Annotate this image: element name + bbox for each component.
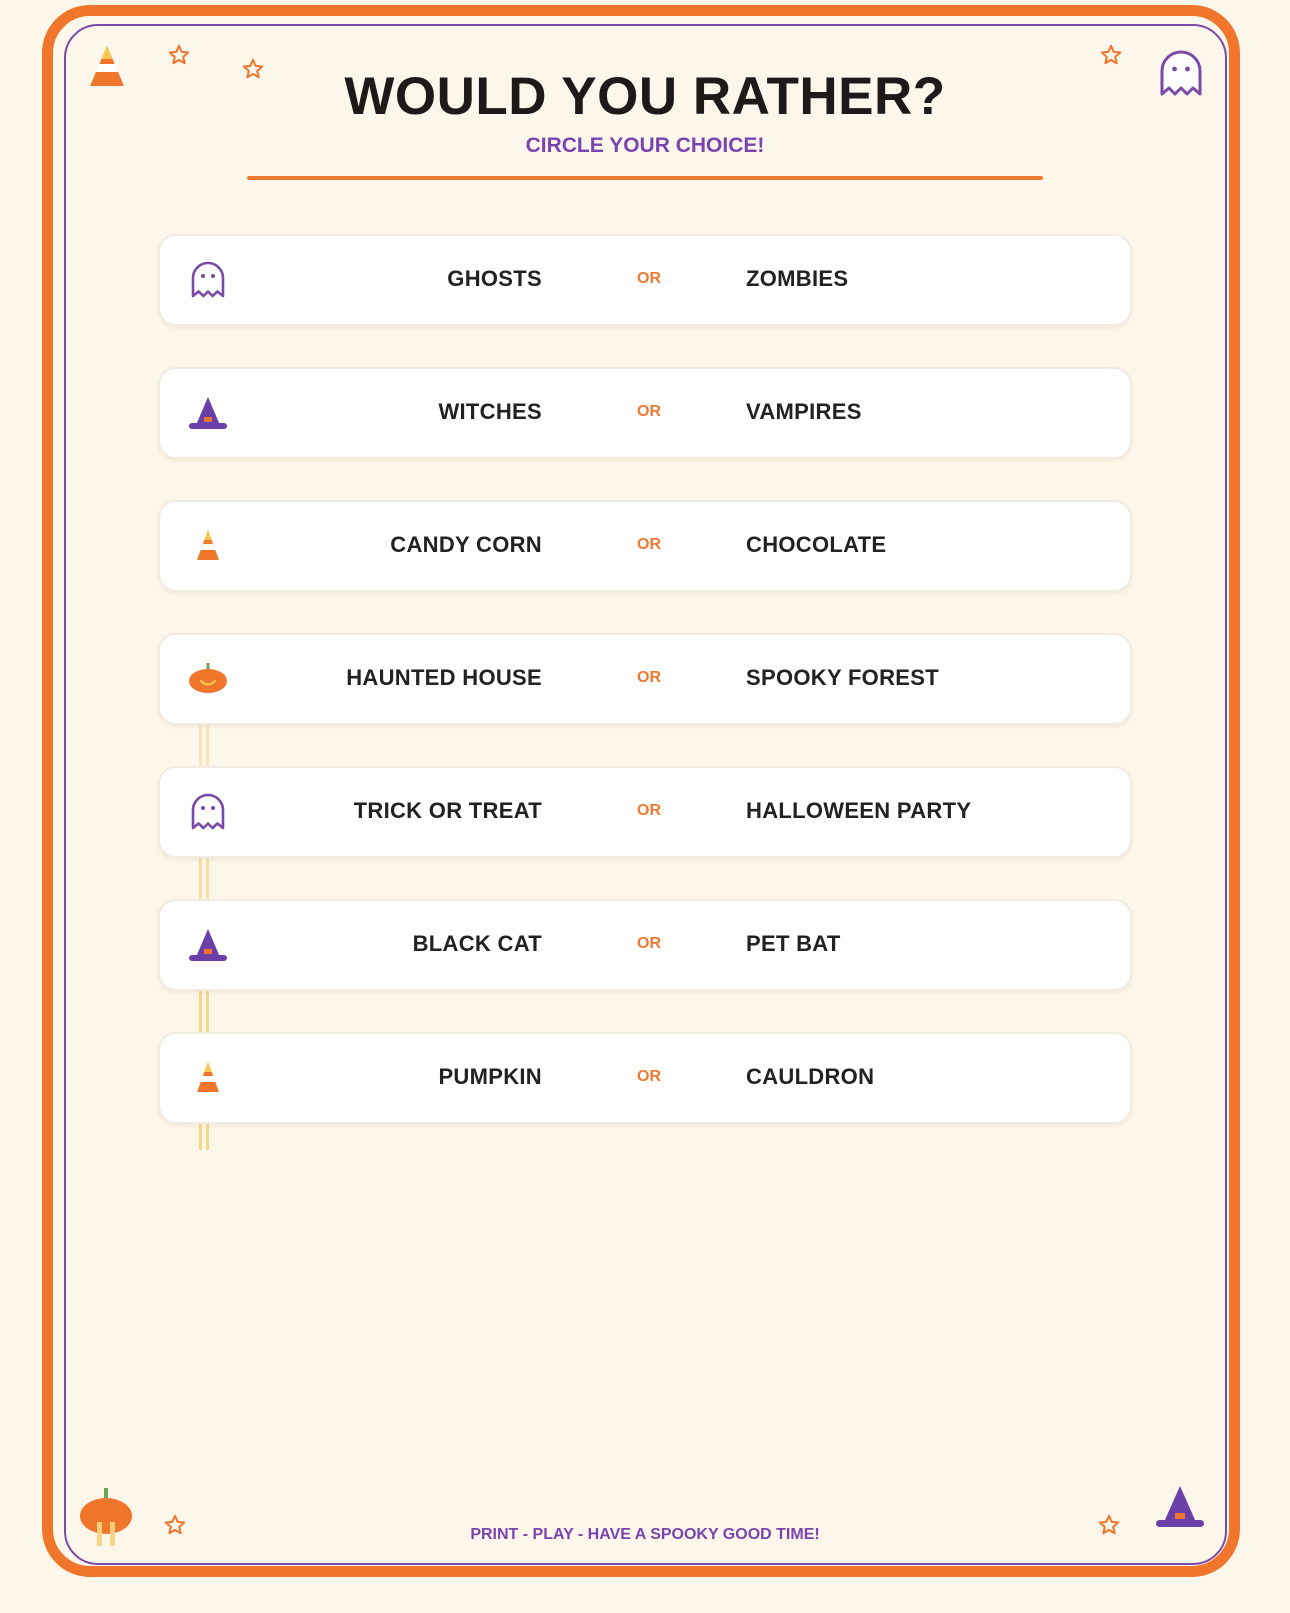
ribbon-connector xyxy=(199,856,209,900)
page-subtitle: CIRCLE YOUR CHOICE! xyxy=(525,134,765,157)
left-choice[interactable]: CANDY CORN xyxy=(390,532,542,557)
or-label: OR xyxy=(637,536,661,553)
title-divider xyxy=(247,176,1043,180)
ribbon-connector xyxy=(199,722,209,766)
left-choice[interactable]: TRICK OR TREAT xyxy=(353,798,542,823)
ghost-icon xyxy=(186,790,230,834)
witch-hat-icon xyxy=(1154,1484,1206,1530)
or-label: OR xyxy=(637,1068,661,1085)
witch-hat-icon xyxy=(186,923,230,967)
footer-tagline: PRINT - PLAY - HAVE A SPOOKY GOOD TIME! xyxy=(470,1526,820,1543)
left-choice[interactable]: HAUNTED HOUSE xyxy=(346,665,542,690)
page-title: WOULD YOU RATHER? xyxy=(344,67,946,126)
choice-row xyxy=(158,234,1132,326)
or-label: OR xyxy=(637,270,661,287)
or-label: OR xyxy=(637,669,661,686)
candy-corn-icon xyxy=(186,1056,230,1100)
left-choice[interactable]: WITCHES xyxy=(438,399,542,424)
ribbon-connector xyxy=(199,990,209,1034)
choice-row xyxy=(158,633,1132,725)
or-label: OR xyxy=(637,802,661,819)
ribbon-connector xyxy=(199,1124,209,1150)
witch-hat-icon xyxy=(186,391,230,435)
right-choice[interactable]: HALLOWEEN PARTY xyxy=(746,798,972,823)
left-choice[interactable]: GHOSTS xyxy=(447,266,542,291)
left-choice[interactable]: PUMPKIN xyxy=(438,1064,542,1089)
pumpkin-icon xyxy=(186,657,230,701)
choice-row xyxy=(158,500,1132,592)
right-choice[interactable]: ZOMBIES xyxy=(746,266,849,291)
or-label: OR xyxy=(637,935,661,952)
right-choice[interactable]: CHOCOLATE xyxy=(746,532,887,557)
choice-row xyxy=(158,367,1132,459)
or-label: OR xyxy=(637,403,661,420)
ghost-icon xyxy=(186,258,230,302)
right-choice[interactable]: VAMPIRES xyxy=(746,399,862,424)
candy-corn-icon xyxy=(186,524,230,568)
star-icon xyxy=(168,44,190,66)
right-choice[interactable]: SPOOKY FOREST xyxy=(746,665,939,690)
right-choice[interactable]: CAULDRON xyxy=(746,1064,875,1089)
choice-row xyxy=(158,1032,1132,1124)
star-icon xyxy=(1100,44,1122,66)
choice-row xyxy=(158,766,1132,858)
right-choice[interactable]: PET BAT xyxy=(746,931,841,956)
left-choice[interactable]: BLACK CAT xyxy=(412,931,542,956)
choice-row xyxy=(158,899,1132,991)
